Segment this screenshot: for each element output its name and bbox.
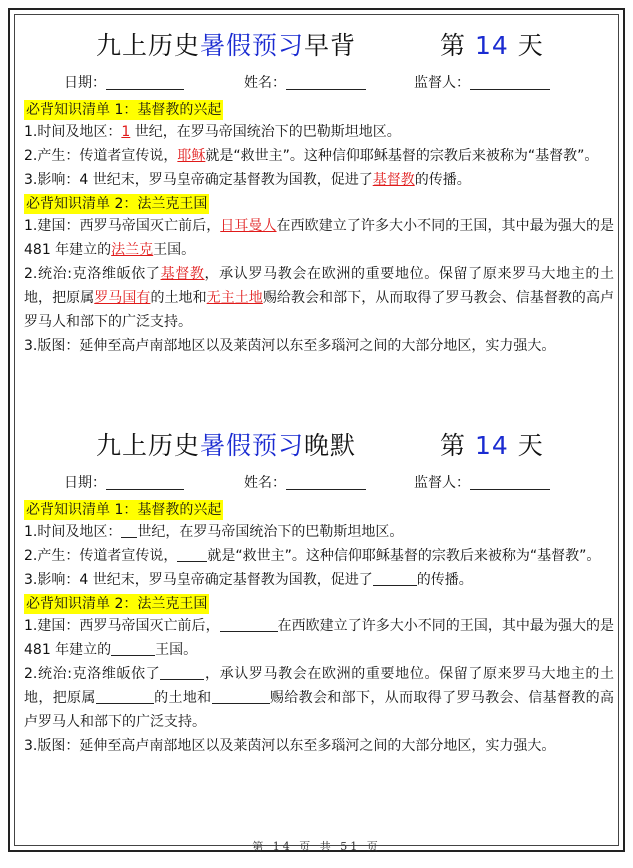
evening-meta-row (24, 468, 614, 498)
text: 1.建国：西罗马帝国灭亡前后， (24, 618, 220, 634)
fill-blank[interactable] (121, 523, 137, 538)
text: 的土地和 (153, 690, 212, 706)
evening-day-label (440, 424, 544, 468)
text: 赐给教会和部下，从而取得了罗马教会、信基督教的高卢罗马人和部下的广泛支持。 (24, 290, 615, 330)
text: 就是“救世主”。这种信仰耶稣基督的宗教后来被称为“基督教”。 (205, 148, 599, 164)
date-field[interactable] (64, 68, 184, 98)
list2-heading: 必背知识清单 2：法兰克王国 (26, 196, 208, 212)
fill-blank[interactable] (177, 547, 207, 562)
text: 王国。 (155, 642, 198, 658)
title-highlight: 暑假预习 (200, 31, 305, 60)
fill-blank[interactable] (96, 689, 154, 704)
fill-blank[interactable] (212, 689, 270, 704)
date-label: 日期： (64, 475, 106, 491)
text: 1.时间及地区： (24, 524, 122, 540)
supervisor-blank[interactable] (470, 74, 550, 90)
text: 2.产生：传道者宣传说， (24, 148, 178, 164)
text: 1.时间及地区： (24, 124, 122, 140)
text: 在西欧建立了许多大小不同的王国，其中最为强大的是 481 年建立的 (24, 218, 615, 258)
day-prefix: 第 (440, 431, 467, 460)
date-field[interactable] (64, 468, 184, 498)
name-field[interactable] (244, 68, 366, 98)
point-origin (24, 544, 614, 568)
point-time-region (24, 520, 614, 544)
name-blank[interactable] (286, 74, 366, 90)
point-founding (24, 214, 614, 262)
supervisor-field[interactable] (414, 68, 550, 98)
text: 2.产生：传道者宣传说， (24, 548, 178, 564)
date-label: 日期： (64, 75, 106, 91)
name-blank[interactable] (286, 474, 366, 490)
text: 就是“救世主”。这种信仰耶稣基督的宗教后来被称为“基督教”。 (207, 548, 601, 564)
supervisor-field[interactable] (414, 468, 550, 498)
day-suffix: 天 (517, 31, 544, 60)
title-session: 早背 (304, 31, 357, 60)
text: ，承认罗马教会在欧洲的重要地位。保留了原来罗马大地主的土地，把原属 (24, 666, 614, 706)
answer: 基督教 (372, 172, 415, 188)
fill-blank[interactable] (111, 641, 155, 656)
morning-meta-row (24, 68, 614, 98)
point-origin (24, 144, 614, 168)
day-suffix: 天 (517, 431, 544, 460)
point-rule (24, 662, 614, 734)
point-territory: 3.版图：延伸至高卢南部地区以及莱茵河以东至多瑙河之间的大部分地区，实力强大。 (24, 738, 556, 754)
name-label: 姓名： (244, 475, 286, 491)
point-territory: 3.版图：延伸至高卢南部地区以及莱茵河以东至多瑙河之间的大部分地区，实力强大。 (24, 338, 556, 354)
day-number: 14 (474, 31, 509, 60)
answer: 1 (121, 124, 131, 140)
supervisor-blank[interactable] (470, 474, 550, 490)
date-blank[interactable] (106, 474, 184, 490)
name-field[interactable] (244, 468, 366, 498)
fill-blank[interactable] (160, 665, 204, 680)
text: 世纪，在罗马帝国统治下的巴勒斯坦地区。 (137, 524, 404, 540)
name-label: 姓名： (244, 75, 286, 91)
fill-blank[interactable] (373, 571, 417, 586)
title-highlight: 暑假预习 (200, 431, 305, 460)
text: 王国。 (153, 242, 196, 258)
point-time-region (24, 120, 614, 144)
text: 的土地和 (150, 290, 207, 306)
date-blank[interactable] (106, 74, 184, 90)
page-footer: 第 14 页 共 51 页 (252, 840, 381, 853)
point-rule (24, 262, 614, 334)
answer: 法兰克 (111, 242, 154, 258)
evening-title-row (24, 424, 614, 468)
point-influence (24, 168, 614, 192)
day-prefix: 第 (440, 31, 467, 60)
fill-blank[interactable] (220, 617, 278, 632)
answer: 罗马国有 (94, 290, 151, 306)
text: 世纪，在罗马帝国统治下的巴勒斯坦地区。 (130, 124, 401, 140)
text: 2.统治:克洛维皈依了 (24, 666, 161, 682)
text: 1.建国：西罗马帝国灭亡前后， (24, 218, 221, 234)
list1-heading: 必背知识清单 1：基督教的兴起 (26, 502, 222, 518)
supervisor-label: 监督人： (414, 75, 470, 91)
evening-title (96, 424, 356, 468)
morning-day-label (440, 24, 544, 68)
morning-title (96, 24, 356, 68)
answer: 耶稣 (177, 148, 206, 164)
answer: 无主土地 (206, 290, 263, 306)
evening-dictation-section (24, 424, 614, 758)
text: 3.影响：4 世纪末，罗马皇帝确定基督教为国教，促进了 (24, 172, 373, 188)
list1-heading: 必背知识清单 1：基督教的兴起 (26, 102, 222, 118)
title-subject: 九上历史 (96, 31, 201, 60)
morning-recite-section (24, 24, 614, 358)
list2-heading: 必背知识清单 2：法兰克王国 (26, 596, 208, 612)
point-influence (24, 568, 614, 592)
text: 3.影响：4 世纪末，罗马皇帝确定基督教为国教，促进了 (24, 572, 373, 588)
text: 的传播。 (414, 172, 471, 188)
morning-title-row (24, 24, 614, 68)
text: 2.统治:克洛维皈依了 (24, 266, 161, 282)
text: 在西欧建立了许多大小不同的王国，其中最为强大的是 481 年建立的 (24, 618, 614, 658)
text: 赐给教会和部下，从而取得了罗马教会、信基督教的高卢罗马人和部下的广泛支持。 (24, 690, 615, 730)
point-founding (24, 614, 614, 662)
text: ，承认罗马教会在欧洲的重要地位。保留了原来罗马大地主的土地，把原属 (24, 266, 615, 306)
title-subject: 九上历史 (96, 431, 201, 460)
title-session: 晚默 (304, 431, 357, 460)
answer: 日耳曼人 (220, 218, 277, 234)
answer: 基督教 (160, 266, 205, 282)
supervisor-label: 监督人： (414, 475, 470, 491)
day-number: 14 (474, 431, 509, 460)
text: 的传播。 (416, 572, 473, 588)
